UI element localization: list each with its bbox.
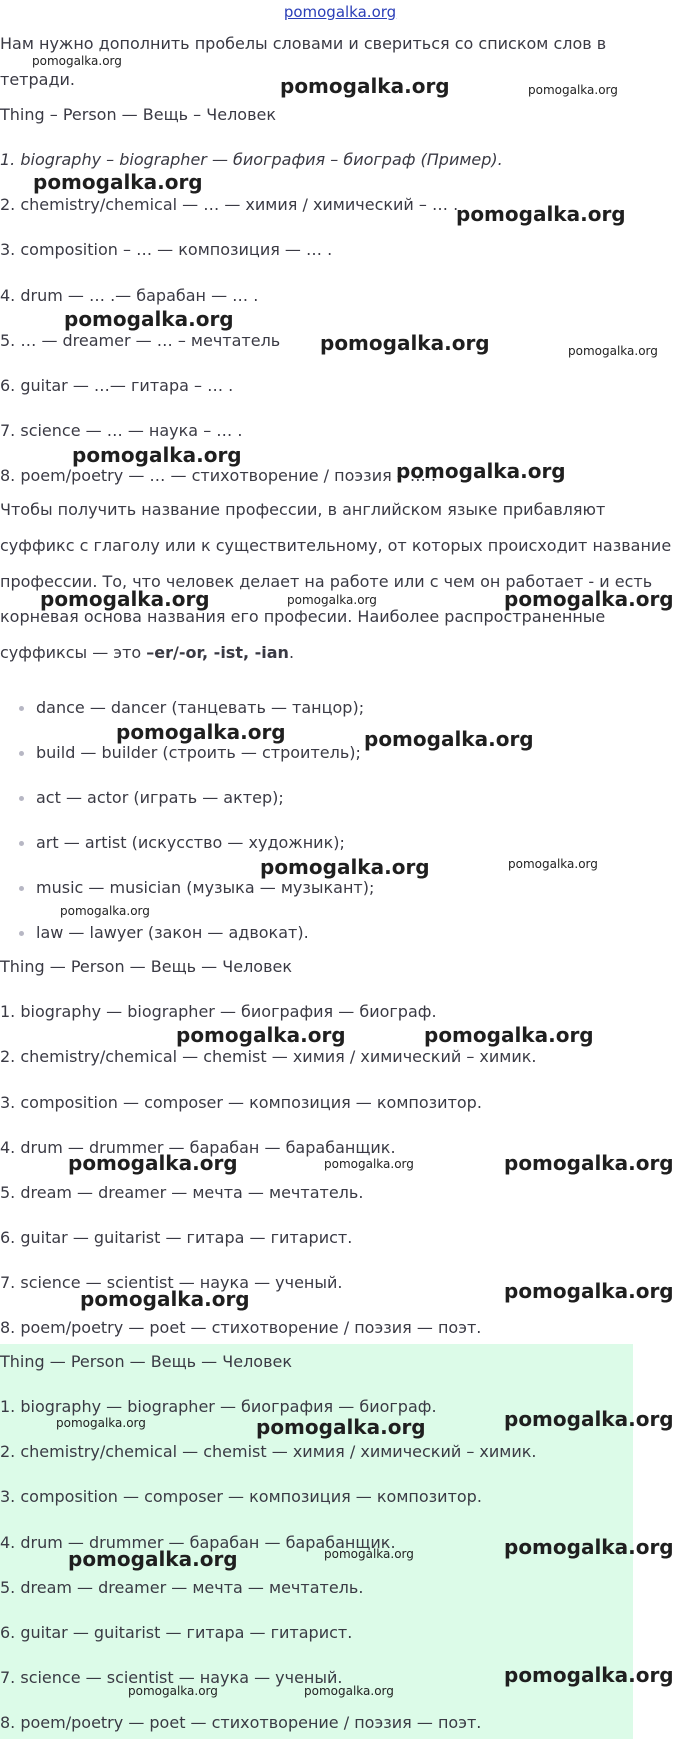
watermark: pomogalka.org xyxy=(80,1287,250,1311)
answer2-item-3: 3. composition — composer — композиция — композитор. xyxy=(0,1487,482,1506)
example-item-4: art — artist (искусство — художник); xyxy=(36,833,345,852)
task-heading: Thing – Person — Вещь – Человек xyxy=(0,105,277,124)
watermark: pomogalka.org xyxy=(424,1023,594,1047)
answer1-item-1: 1. biography — biographer — биография — биограф. xyxy=(0,1002,437,1021)
watermark: pomogalka.org xyxy=(396,459,566,483)
watermark: pomogalka.org xyxy=(116,720,286,744)
task-item-3: 3. composition – … — композиция — … . xyxy=(0,240,333,259)
watermark: pomogalka.org xyxy=(504,1663,674,1687)
answer2-item-1: 1. biography — biographer — биография — биограф. xyxy=(0,1397,437,1416)
task-item-6: 6. guitar — …— гитара – … . xyxy=(0,376,234,395)
suffix-prefix: суффиксы — это xyxy=(0,643,147,662)
answer2-item-5: 5. dream — dreamer — мечта — мечтатель. xyxy=(0,1578,364,1597)
answer1-item-2: 2. chemistry/chemical — chemist — химия / химический – химик. xyxy=(0,1047,537,1066)
task-item-8: 8. poem/poetry — … — стихотворение / поэзия – … . xyxy=(0,466,437,485)
answer1-item-7: 7. science — scientist — наука — ученый. xyxy=(0,1273,343,1292)
explanation-line-4: корневая основа названия его професии. Наиболее распространенные xyxy=(0,607,606,626)
explanation-line-3: профессии. То, что человек делает на работе или с чем он работает - и есть xyxy=(0,572,653,591)
answer1-item-4: 4. drum — drummer — барабан — барабанщик. xyxy=(0,1138,396,1157)
example-item-5: music — musician (музыка — музыкант); xyxy=(36,878,375,897)
task-item-7: 7. science — … — наука – … . xyxy=(0,421,243,440)
intro-line-1: Нам нужно дополнить пробелы словами и свериться со списком слов в xyxy=(0,34,607,53)
answer2-item-2: 2. chemistry/chemical — chemist — химия / химический – химик. xyxy=(0,1442,537,1461)
watermark: pomogalka.org xyxy=(320,331,490,355)
watermark: pomogalka.org xyxy=(280,74,450,98)
watermark: pomogalka.org xyxy=(364,727,534,751)
task-item-2: 2. chemistry/chemical — … — химия / химический – … . xyxy=(0,195,459,214)
watermark: pomogalka.org xyxy=(508,857,598,871)
answer2-heading: Thing — Person — Вещь — Человек xyxy=(0,1352,293,1371)
example-item-3: act — actor (играть — актер); xyxy=(36,788,284,807)
suffix-end: . xyxy=(288,643,295,662)
watermark: pomogalka.org xyxy=(324,1157,414,1171)
watermark: pomogalka.org xyxy=(456,202,626,226)
task-item-1: 1. biography – biographer — биография – биограф (Пример). xyxy=(0,150,503,169)
watermark: pomogalka.org xyxy=(60,904,150,918)
site-header-link[interactable]: pomogalka.org xyxy=(283,3,397,21)
answer1-item-8: 8. poem/poetry — poet — стихотворение / поэзия — поэт. xyxy=(0,1318,482,1337)
watermark: pomogalka.org xyxy=(128,1684,218,1698)
watermark: pomogalka.org xyxy=(528,83,618,97)
suffix-list: –er/-or, -ist, -ian xyxy=(146,643,289,662)
answer1-item-3: 3. composition — composer — композиция — композитор. xyxy=(0,1093,482,1112)
watermark: pomogalka.org xyxy=(504,1151,674,1175)
watermark: pomogalka.org xyxy=(176,1023,346,1047)
example-item-2: build — builder (строить — строитель); xyxy=(36,743,361,762)
example-item-6: law — lawyer (закон — адвокат). xyxy=(36,923,309,942)
watermark: pomogalka.org xyxy=(287,593,377,607)
answer1-item-5: 5. dream — dreamer — мечта — мечтатель. xyxy=(0,1183,364,1202)
watermark: pomogalka.org xyxy=(68,1547,238,1571)
example-item-1: dance — dancer (танцевать — танцор); xyxy=(36,698,365,717)
intro-line-2: тетради. xyxy=(0,70,75,89)
watermark: pomogalka.org xyxy=(568,344,658,358)
watermark: pomogalka.org xyxy=(56,1416,146,1430)
watermark: pomogalka.org xyxy=(72,443,242,467)
explanation-line-2: суффикс с глаголу или к существительному, от которых происходит название xyxy=(0,536,672,555)
watermark: pomogalka.org xyxy=(40,587,210,611)
task-item-5: 5. … — dreamer — … – мечтатель xyxy=(0,331,281,350)
watermark: pomogalka.org xyxy=(260,855,430,879)
watermark: pomogalka.org xyxy=(68,1151,238,1175)
watermark: pomogalka.org xyxy=(304,1684,394,1698)
watermark: pomogalka.org xyxy=(32,54,122,68)
watermark: pomogalka.org xyxy=(33,170,203,194)
answer1-heading: Thing — Person — Вещь — Человек xyxy=(0,957,293,976)
answer1-item-6: 6. guitar — guitarist — гитара — гитарист. xyxy=(0,1228,353,1247)
answer2-item-8: 8. poem/poetry — poet — стихотворение / поэзия — поэт. xyxy=(0,1713,482,1732)
answer2-item-7: 7. science — scientist — наука — ученый. xyxy=(0,1668,343,1687)
watermark: pomogalka.org xyxy=(256,1415,426,1439)
answer2-item-4: 4. drum — drummer — барабан — барабанщик. xyxy=(0,1533,396,1552)
watermark: pomogalka.org xyxy=(324,1547,414,1561)
watermark: pomogalka.org xyxy=(504,1535,674,1559)
answer2-item-6: 6. guitar — guitarist — гитара — гитарист. xyxy=(0,1623,353,1642)
watermark: pomogalka.org xyxy=(504,587,674,611)
watermark: pomogalka.org xyxy=(64,307,234,331)
explanation-line-1: Чтобы получить название профессии, в английском языке прибавляют xyxy=(0,500,606,519)
task-item-4: 4. drum — … .— барабан — … . xyxy=(0,286,259,305)
explanation-suffixes xyxy=(0,642,294,664)
watermark: pomogalka.org xyxy=(504,1407,674,1431)
watermark: pomogalka.org xyxy=(504,1279,674,1303)
